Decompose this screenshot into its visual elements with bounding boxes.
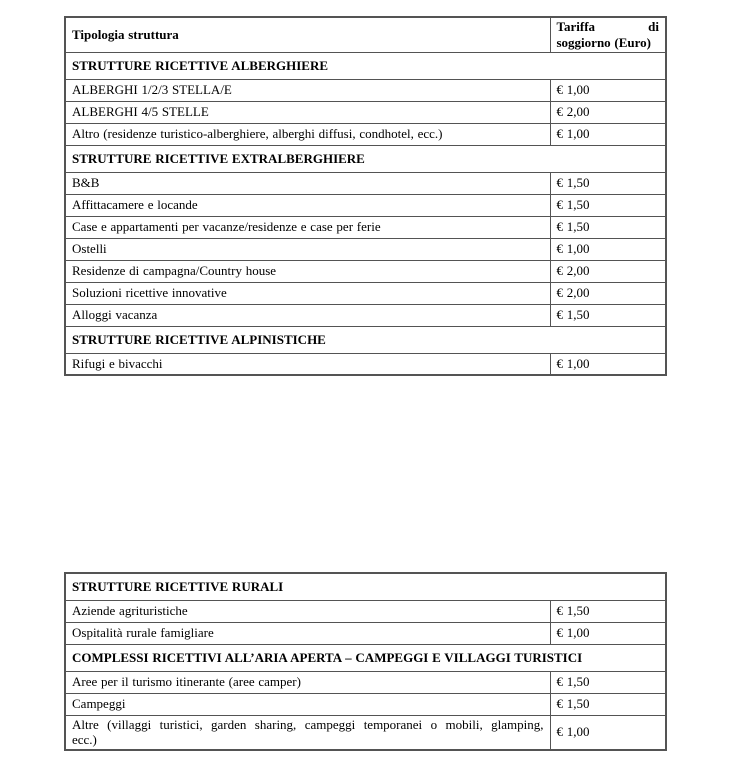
- structure-type-cell: Altro (residenze turistico-alberghiere, alberghi diffusi, condhotel, ecc.): [65, 123, 550, 145]
- table-row: [65, 101, 666, 123]
- table-row: [65, 194, 666, 216]
- section-header-row: [65, 644, 666, 671]
- structure-type-cell: Soluzioni ricettive innovative: [65, 282, 550, 304]
- tariff-header-word-tariffa: Tariffa: [556, 19, 596, 34]
- tariff-value-cell: € 2,00: [550, 101, 666, 123]
- table-row: [65, 715, 666, 750]
- section-title: STRUTTURE RICETTIVE RURALI: [65, 573, 666, 600]
- structure-type-cell: Altre (villaggi turistici, garden sharing, campeggi temporanei o mobili, glamping, ecc.): [65, 715, 550, 750]
- table-header-row: [65, 17, 666, 52]
- tariff-value-cell: € 1,50: [550, 304, 666, 326]
- tariff-table-secondary: [64, 572, 667, 751]
- table-row: [65, 79, 666, 101]
- structure-type-cell: Affittacamere e locande: [65, 194, 550, 216]
- column-header-tipologia-struttura: Tipologia struttura: [65, 17, 550, 52]
- tariff-value-cell: € 2,00: [550, 282, 666, 304]
- table-row: [65, 216, 666, 238]
- tariff-value-cell: € 1,00: [550, 123, 666, 145]
- structure-type-cell: Residenze di campagna/Country house: [65, 260, 550, 282]
- tariff-table-main-body: [65, 52, 666, 375]
- section-header-row: [65, 326, 666, 353]
- table-row: [65, 123, 666, 145]
- tariff-value-cell: € 1,50: [550, 172, 666, 194]
- table-row: [65, 353, 666, 375]
- tariff-value-cell: € 1,50: [550, 671, 666, 693]
- table-row: [65, 304, 666, 326]
- section-header-row: [65, 573, 666, 600]
- section-title: STRUTTURE RICETTIVE ALPINISTICHE: [65, 326, 666, 353]
- table-row: [65, 671, 666, 693]
- table-row: [65, 622, 666, 644]
- structure-type-cell: Ostelli: [65, 238, 550, 260]
- structure-type-cell: Ospitalità rurale famigliare: [65, 622, 550, 644]
- section-title: COMPLESSI RICETTIVI ALL’ARIA APERTA – CAMPEGGI E VILLAGGI TURISTICI: [65, 644, 666, 671]
- structure-type-cell: Aree per il turismo itinerante (aree camper): [65, 671, 550, 693]
- tariff-table-main: [64, 16, 667, 376]
- structure-type-cell: Alloggi vacanza: [65, 304, 550, 326]
- table-row: [65, 600, 666, 622]
- tariff-value-cell: € 1,00: [550, 238, 666, 260]
- table-row: [65, 172, 666, 194]
- tariff-value-cell: € 1,50: [550, 194, 666, 216]
- tariff-value-cell: € 1,50: [550, 600, 666, 622]
- tariff-value-cell: € 1,50: [550, 216, 666, 238]
- tariff-value-cell: € 1,00: [550, 715, 666, 750]
- structure-type-cell: Rifugi e bivacchi: [65, 353, 550, 375]
- structure-type-cell: Case e appartamenti per vacanze/residenze e case per ferie: [65, 216, 550, 238]
- table-row: [65, 260, 666, 282]
- section-title: STRUTTURE RICETTIVE ALBERGHIERE: [65, 52, 666, 79]
- tariff-header-line2: soggiorno (Euro): [556, 34, 652, 50]
- tariff-header-word-di: di: [648, 19, 659, 34]
- tariff-value-cell: € 1,00: [550, 79, 666, 101]
- tariff-header-line1: [557, 19, 660, 35]
- section-title: STRUTTURE RICETTIVE EXTRALBERGHIERE: [65, 145, 666, 172]
- structure-type-cell: Campeggi: [65, 693, 550, 715]
- tariff-value-cell: € 2,00: [550, 260, 666, 282]
- tariff-value-cell: € 1,50: [550, 693, 666, 715]
- tariff-value-cell: € 1,00: [550, 353, 666, 375]
- table-row: [65, 238, 666, 260]
- column-header-tariffa-soggiorno: [550, 17, 666, 52]
- structure-type-cell: ALBERGHI 1/2/3 STELLA/E: [65, 79, 550, 101]
- structure-type-cell: Aziende agrituristiche: [65, 600, 550, 622]
- section-header-row: [65, 52, 666, 79]
- table-row: [65, 282, 666, 304]
- table-row: [65, 693, 666, 715]
- tariff-value-cell: € 1,00: [550, 622, 666, 644]
- structure-type-cell: B&B: [65, 172, 550, 194]
- section-header-row: [65, 145, 666, 172]
- structure-type-cell: ALBERGHI 4/5 STELLE: [65, 101, 550, 123]
- tariff-table-secondary-body: [65, 573, 666, 750]
